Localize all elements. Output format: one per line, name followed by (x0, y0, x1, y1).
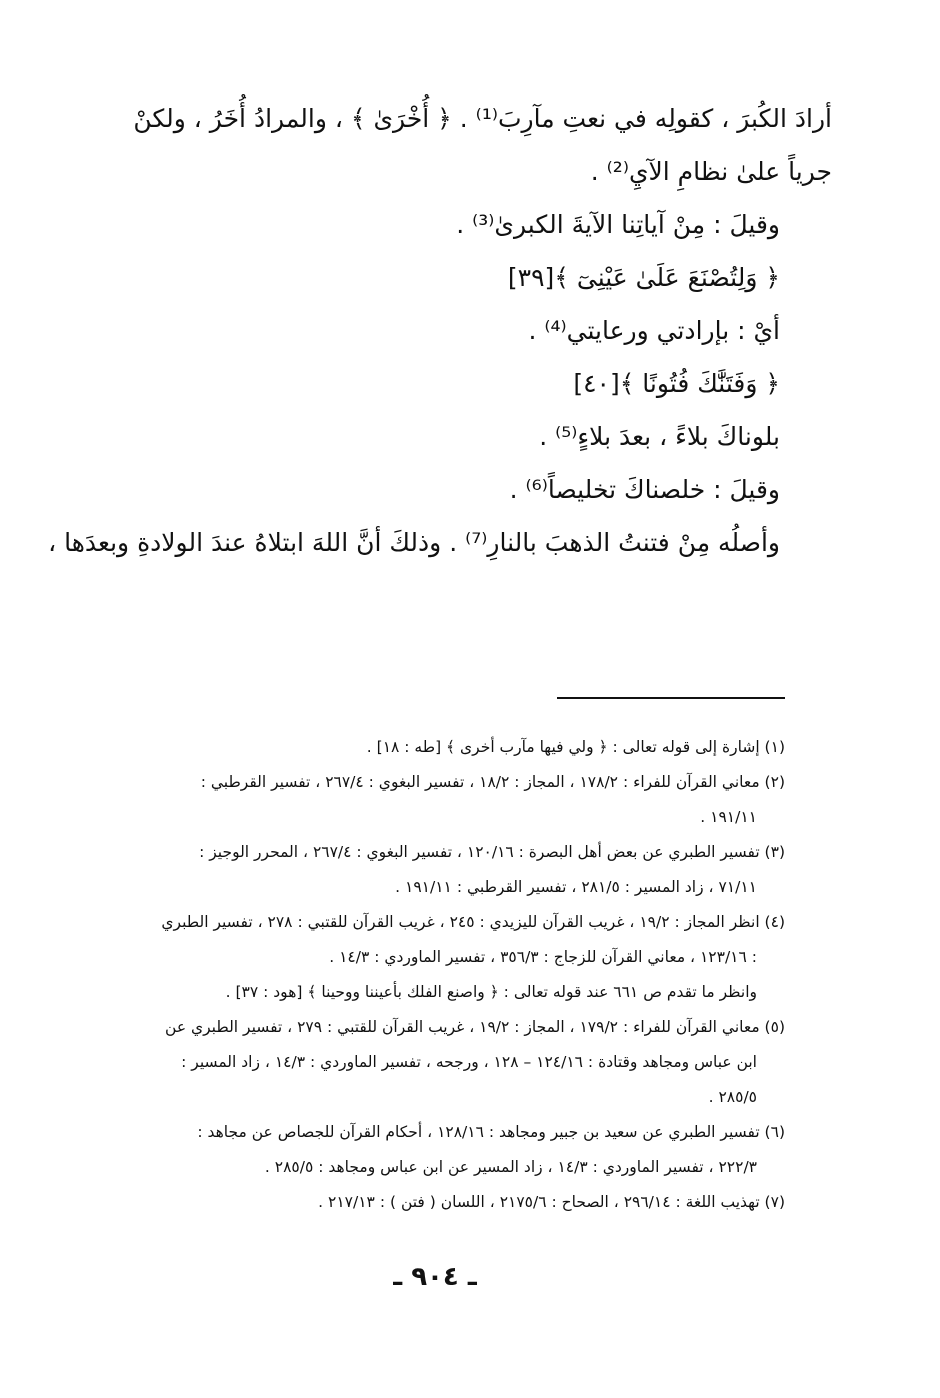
text-line: بلوناكَ بلاءً ، بعدَ بلاءٍ⁽⁵⁾ . (539, 422, 780, 451)
footnote-line: ١٩١/١١ . (700, 808, 757, 826)
text-line: وأصلُه مِنْ فتنتُ الذهبَ بالنارِ⁽⁷⁾ . وذلكَ أنَّ اللهَ ابتلاهُ عندَ الولادةِ وبعدَها ، (48, 528, 780, 557)
footnote-line: (٦) تفسير الطبري عن سعيد بن جبير ومجاهد : ١٢٨/١٦ ، أحكام القرآن للجصاص عن مجاهد : (197, 1123, 785, 1141)
footnote-line: ابن عباس ومجاهد وقتادة : ١٢٤/١٦ – ١٢٨ ، ورجحه ، تفسير الماوردي : ١٤/٣ ، زاد المسير : (181, 1053, 757, 1071)
footnote-line: : ١٢٣/١٦ ، معاني القرآن للزجاج : ٣٥٦/٣ ، تفسير الماوردي : ١٤/٣ . (329, 948, 757, 966)
footnote-line: (٤) انظر المجاز : ١٩/٢ ، غريب القرآن لليزيدي : ٢٤٥ ، غريب القرآن للقتبي : ٢٧٨ ، تفسير الطبري (161, 913, 785, 931)
text-line: أيْ : بإرادتي ورعايتي⁽⁴⁾ . (528, 316, 780, 345)
footnote-line: ٢٢٢/٣ ، تفسير الماوردي : ١٤/٣ ، زاد المسير عن ابن عباس ومجاهد : ٢٨٥/٥ . (264, 1158, 757, 1176)
footnote-line: (٥) معاني القرآن للفراء : ١٧٩/٢ ، المجاز : ١٩/٢ ، غريب القرآن للقتبي : ٢٧٩ ، تفسير الطبري عن (165, 1018, 785, 1036)
footnotes (85, 730, 785, 1220)
quran-verse-line: ﴿ وَلِتُصْنَعَ عَلَىٰ عَيْنِىٓ ﴾[٣٩] (507, 263, 780, 292)
text-line: وقيلَ : خلصناكَ تخليصاً⁽⁶⁾ . (509, 475, 780, 504)
footnote-line: ٢٨٥/٥ . (708, 1088, 757, 1106)
quran-verse-line: ﴿ وَفَتَنَّٰكَ فُتُونًا ﴾[٤٠] (573, 369, 780, 398)
page-number: ـ ٩٠٤ ـ (393, 1262, 477, 1292)
footnote-line: (١) إشارة إلى قوله تعالى : ﴿ ولي فيها مآرب أخرى ﴾ [طه : ١٨] . (366, 738, 785, 756)
footnote-line: (٧) تهذيب اللغة : ٢٩٦/١٤ ، الصحاح : ٢١٧٥/٦ ، اللسان ( فتن ) : ٢١٧/١٣ . (318, 1193, 785, 1211)
text-line: أرادَ الكُبرَ ، كقولِه في نعتِ مآرِبَ⁽¹⁾ . ﴿ أُخْرَىٰ ﴾ ، والمرادُ أُخَرُ ، ولكنْ (133, 104, 832, 133)
footnote-line: (٢) معاني القرآن للفراء : ١٧٨/٢ ، المجاز : ١٨/٢ ، تفسير البغوي : ٢٦٧/٤ ، تفسير القرطبي : (200, 773, 785, 791)
footnote-separator (557, 697, 785, 699)
text-line: وقيلَ : مِنْ آياتِنا الآيةَ الكبرىٰ⁽³⁾ . (456, 210, 780, 239)
footnote-line: ٧١/١١ ، زاد المسير : ٢٨١/٥ ، تفسير القرطبي : ١٩١/١١ . (395, 878, 757, 896)
text-line: جرياً علىٰ نظامِ الآيِ⁽²⁾ . (590, 157, 832, 186)
main-text (48, 92, 832, 569)
footnote-line: وانظر ما تقدم ص ٦٦١ عند قوله تعالى : ﴿ واصنع الفلك بأعيننا ووحينا ﴾ [هود : ٣٧] . (225, 983, 757, 1001)
footnote-line: (٣) تفسير الطبري عن بعض أهل البصرة : ١٢٠/١٦ ، تفسير البغوي : ٢٦٧/٤ ، المحرر الوجيز : (199, 843, 785, 861)
